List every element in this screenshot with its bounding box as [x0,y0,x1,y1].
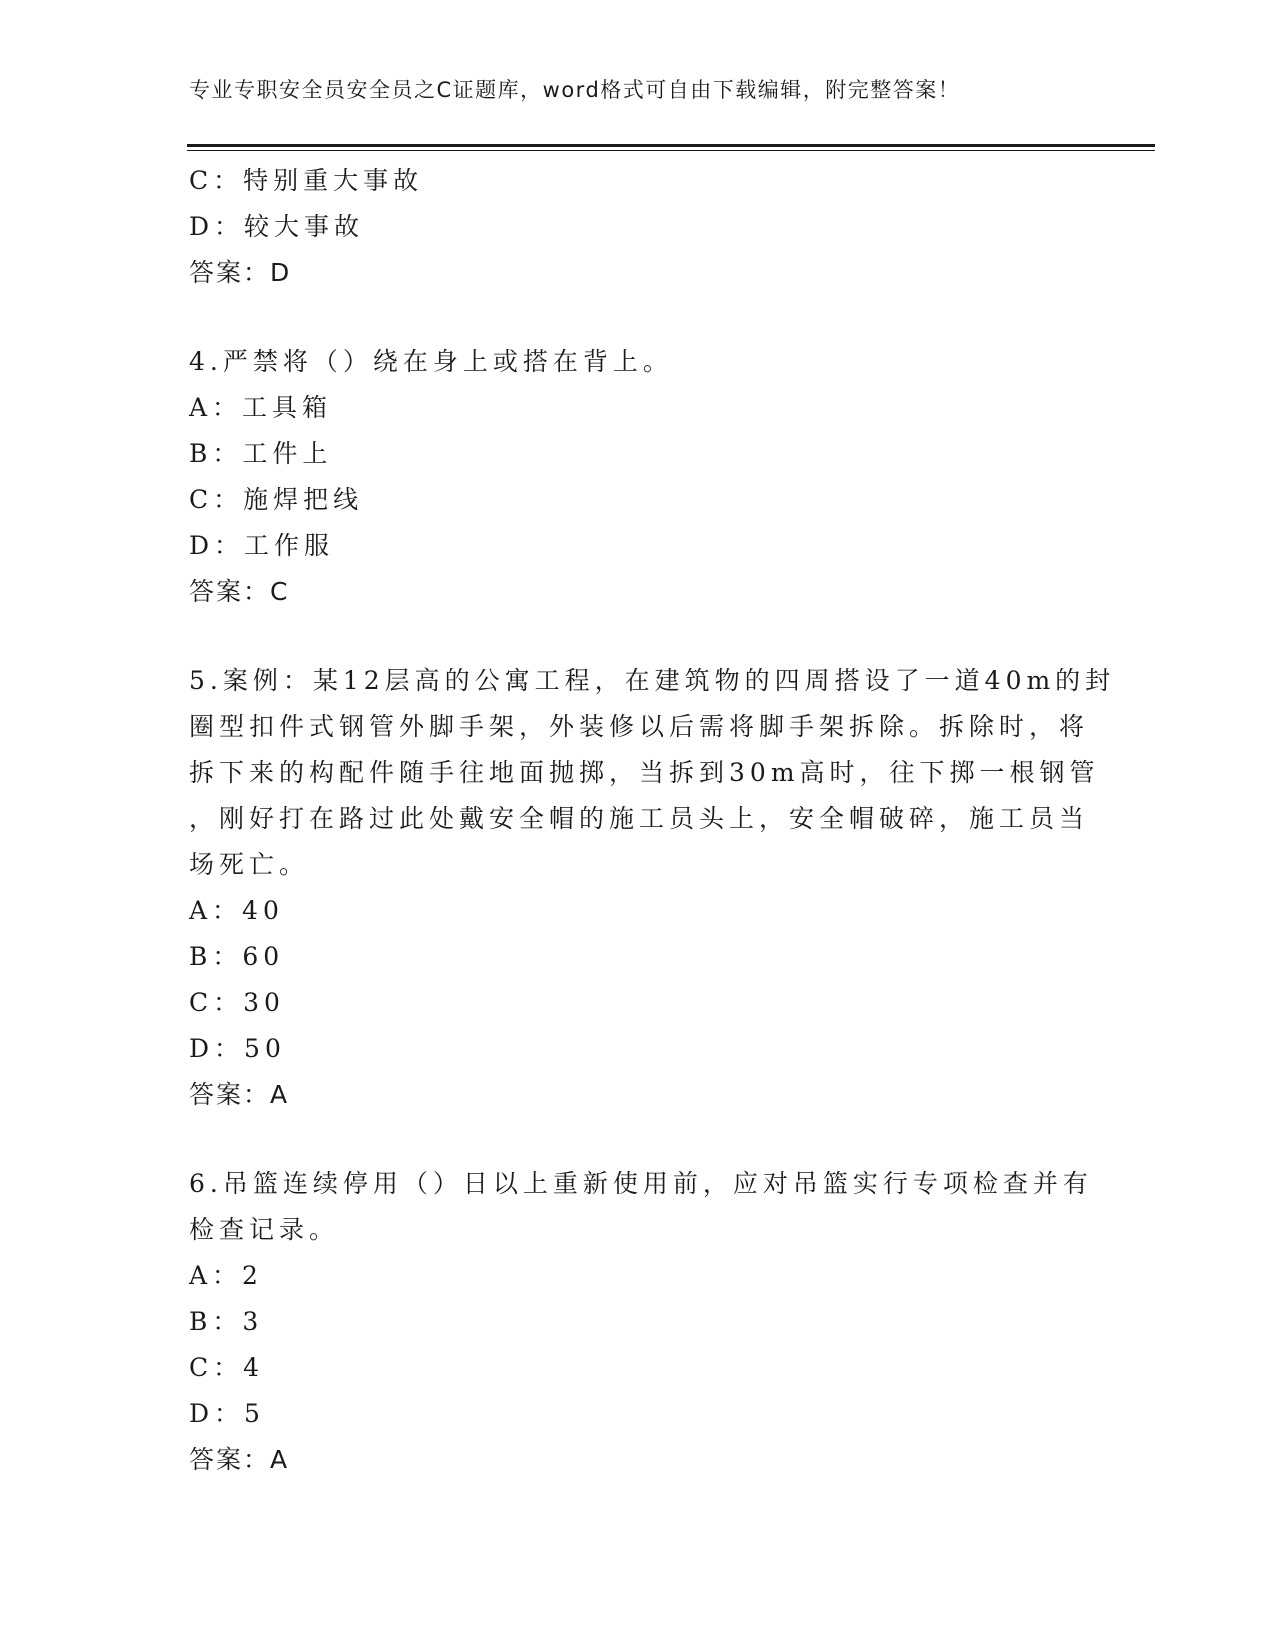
answer-line: 答案：C [189,577,290,606]
question-stem-line: 场死亡。 [189,850,310,879]
spacer [189,1118,1089,1161]
option-b: B：60 [189,942,285,971]
option-b: B：3 [189,1307,264,1336]
option-b: B：工件上 [189,439,333,468]
question-5 [189,658,1116,1118]
option-d: D：较大事故 [189,212,365,241]
option-d: D：5 [189,1399,265,1428]
option-c: C：特别重大事故 [189,166,424,195]
option-c: C：30 [189,988,285,1017]
question-stem-line: 圈型扣件式钢管外脚手架，外装修以后需将脚手架拆除。拆除时，将 [189,712,1090,741]
question-stem-line: 检查记录。 [189,1215,340,1244]
question-stem-line: ，刚好打在路过此处戴安全帽的施工员头上，安全帽破碎，施工员当 [189,804,1090,833]
spacer [189,296,1089,339]
answer-line: 答案：A [189,1080,290,1109]
option-c: C：施焊把线 [189,485,364,514]
question-list [189,158,1116,1483]
question-3-continued [189,158,1089,296]
option-d: D：50 [189,1034,286,1063]
answer-line: 答案：D [189,258,292,287]
question-4 [189,339,1089,615]
question-stem-line: 6.吊篮连续停用（）日以上重新使用前，应对吊篮实行专项检查并有 [189,1169,1093,1198]
question-stem-line: 拆下来的构配件随手往地面抛掷，当拆到30m高时，往下掷一根钢管 [189,758,1100,787]
question-stem: 4.严禁将（）绕在身上或搭在背上。 [189,347,673,376]
question-stem-line: 5.案例：某12层高的公寓工程，在建筑物的四周搭设了一道40m的封 [189,666,1116,695]
answer-line: 答案：A [189,1445,290,1474]
spacer [189,615,1089,658]
option-a: A：40 [189,896,284,925]
option-c: C：4 [189,1353,265,1382]
question-6 [189,1161,1093,1483]
option-d: D：工作服 [189,531,335,560]
header-rule-thick [187,144,1155,147]
page-header: 专业专职安全员安全员之C证题库，word格式可自由下载编辑，附完整答案！ [189,78,961,102]
option-a: A：工具箱 [189,393,333,422]
header-rule-thin [187,150,1155,151]
option-a: A：2 [189,1261,263,1290]
